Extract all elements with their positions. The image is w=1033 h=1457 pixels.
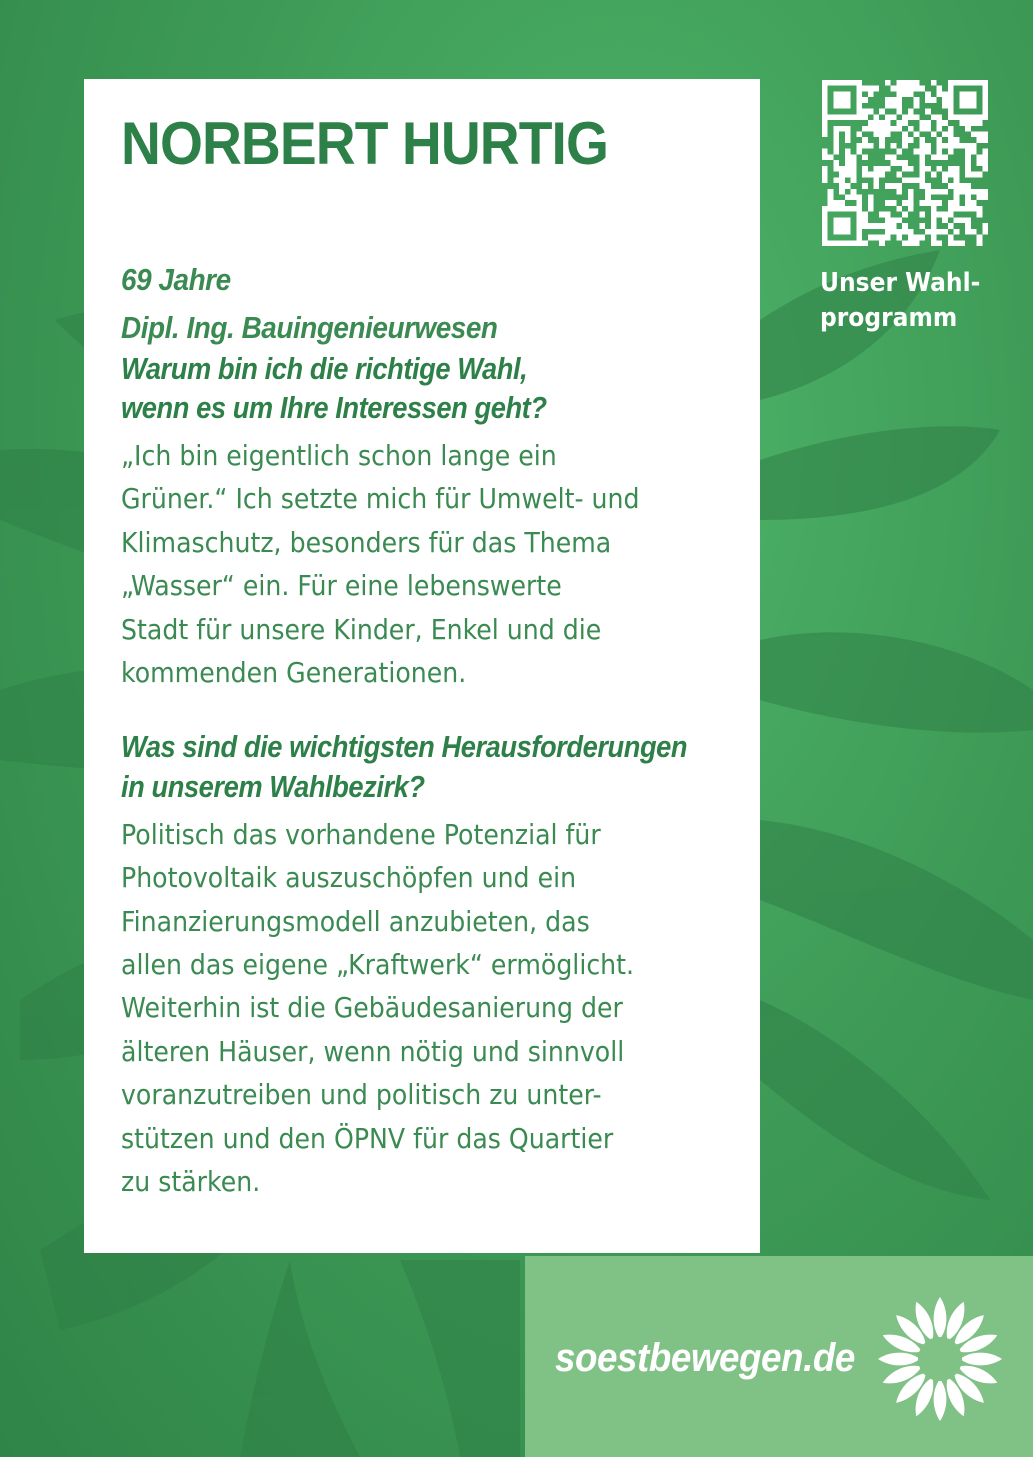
section-2-question-line: Was sind die wichtigsten Herausforderungen [121, 729, 688, 764]
candidate-profession: Dipl. Ing. Bauingenieurwesen [121, 310, 498, 345]
qr-code-graphic [822, 80, 988, 246]
candidate-age: 69 Jahre [121, 262, 231, 297]
section-1-answer-line: Grüner.“ Ich setzte mich für Umwelt- und [121, 482, 640, 515]
qr-label-line: programm [820, 303, 958, 333]
section-2-answer-line: Photovoltaik auszuschöpfen und ein [121, 861, 577, 894]
sunflower-icon [875, 1294, 1005, 1424]
website-label[interactable]: soestbewegen.de [555, 1336, 855, 1380]
qr-label-line: Unser Wahl- [820, 268, 981, 298]
section-1-answer-line: „Ich bin eigentlich schon lange ein [121, 439, 557, 472]
section-2-question-line: in unserem Wahlbezirk? [121, 769, 425, 804]
section-2-answer-line: Weiterhin ist die Gebäudesanierung der [121, 991, 623, 1024]
section-1-answer-line: kommenden Generationen. [121, 656, 467, 689]
section-2-answer-line: voranzutreiben und politisch zu unter- [121, 1078, 602, 1111]
section-1-answer-line: Stadt für unsere Kinder, Enkel und die [121, 613, 602, 646]
section-2-answer-line: zu stärken. [121, 1165, 261, 1198]
candidate-name: NORBERT HURTIG [121, 110, 608, 177]
section-2-answer-line: Finanzierungsmodell anzubieten, das [121, 905, 590, 938]
qr-label [820, 266, 980, 336]
footer-box [525, 1256, 1033, 1457]
section-1-answer-line: „Wasser“ ein. Für eine lebenswerte [121, 569, 562, 602]
candidate-card [84, 79, 760, 1253]
section-2-answer-line: Politisch das vorhandene Potenzial für [121, 818, 601, 851]
section-2-answer-line: älteren Häuser, wenn nötig und sinnvoll [121, 1035, 625, 1068]
section-1-question-line: Warum bin ich die richtige Wahl, [121, 351, 528, 386]
section-1-answer-line: Klimaschutz, besonders für das Thema [121, 526, 612, 559]
qr-code-icon[interactable] [822, 80, 988, 246]
section-1-question-line: wenn es um Ihre Interessen geht? [121, 390, 547, 425]
section-2-answer-line: allen das eigene „Kraftwerk“ ermöglicht. [121, 948, 635, 981]
section-2-answer-line: stützen und den ÖPNV für das Quartier [121, 1122, 614, 1155]
